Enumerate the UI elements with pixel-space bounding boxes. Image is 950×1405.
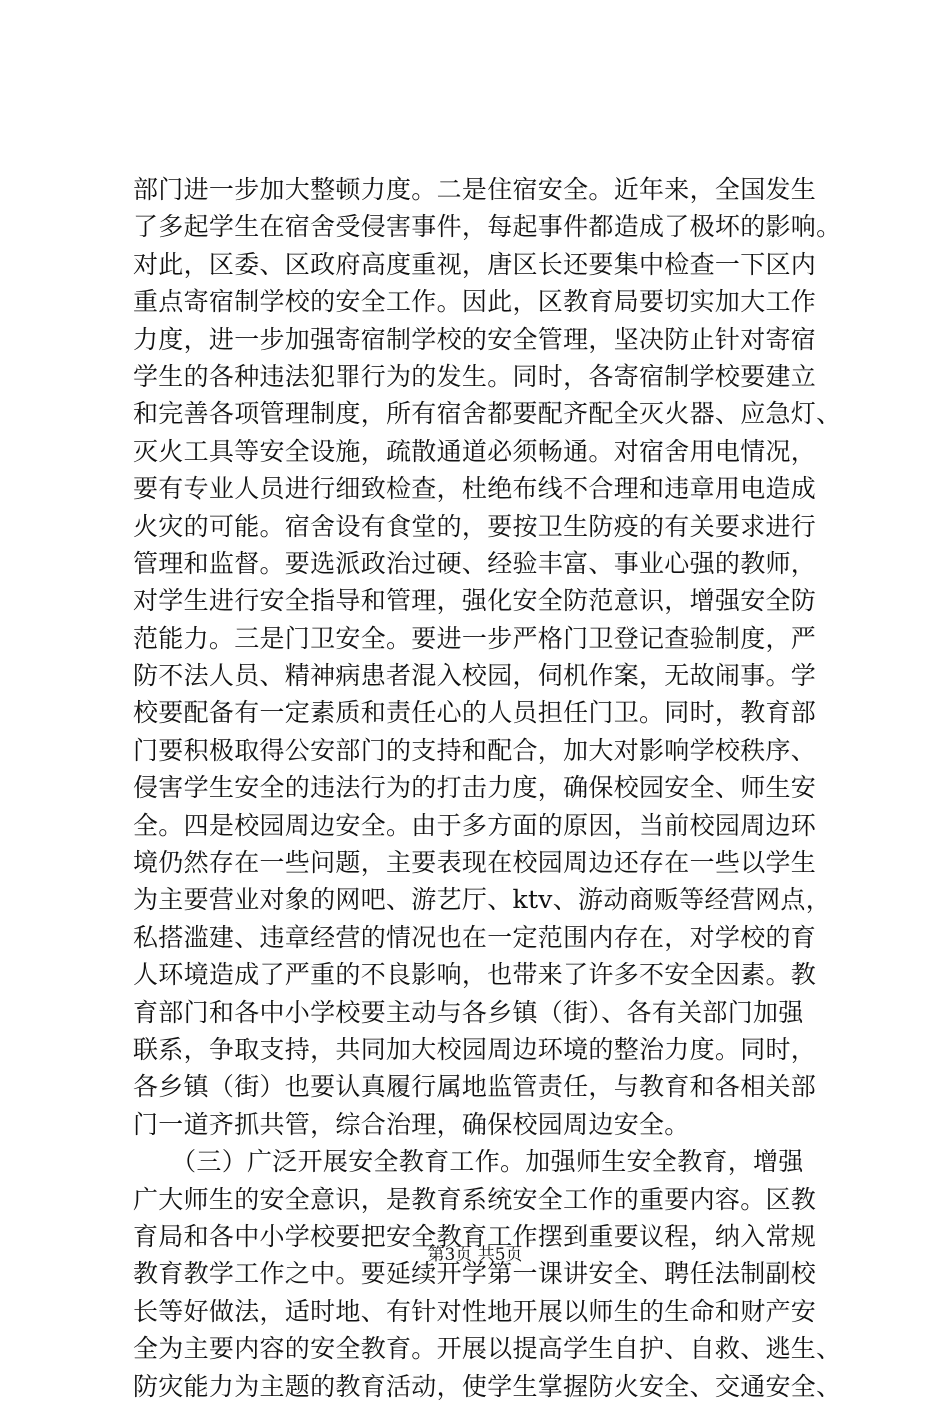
text-line: 校要配备有一定素质和责任心的人员担任门卫。同时，教育部 [133,698,817,728]
text-line: 全为主要内容的安全教育。开展以提高学生自护、自救、逃生、 [133,1334,842,1364]
text-line: 对此，区委、区政府高度重视，唐区长还要集中检查一下区内 [133,249,817,279]
text-line: 学生的各种违法犯罪行为的发生。同时，各寄宿制学校要建立 [133,361,817,391]
text-line: 侵害学生安全的违法行为的打击力度，确保校园安全、师生安 [133,773,817,803]
text-line: 各乡镇（街）也要认真履行属地监管责任，与教育和各相关部 [133,1072,817,1102]
text-line: 防不法人员、精神病患者混入校园，伺机作案，无故闹事。学 [133,661,817,691]
text-line: 私搭滥建、违章经营的情况也在一定范围内存在，对学校的育 [133,922,817,952]
text-line: 门一道齐抓共管，综合治理，确保校园周边安全。 [133,1109,690,1139]
body-text [133,171,853,1405]
text-line: （三）广泛开展安全教育工作。加强师生安全教育，增强 [133,1147,804,1177]
text-line: 灭火工具等安全设施，疏散通道必须畅通。对宿舍用电情况， [133,436,817,466]
text-line: 育部门和各中小学校要主动与各乡镇（街）、各有关部门加强 [133,997,804,1027]
text-line: 长等好做法，适时地、有针对性地开展以师生的生命和财产安 [133,1296,817,1326]
text-line: 了多起学生在宿舍受侵害事件，每起事件都造成了极坏的影响。 [133,212,842,242]
text-line: 广大师生的安全意识，是教育系统安全工作的重要内容。区教 [133,1184,817,1214]
text-line: 部门进一步加大整顿力度。二是住宿安全。近年来，全国发生 [133,175,817,204]
text-line: 重点寄宿制学校的安全工作。因此，区教育局要切实加大工作 [133,287,817,317]
text-line: 为主要营业对象的网吧、游艺厅、ktv、游动商贩等经营网点， [133,885,832,915]
text-line: 联系，争取支持，共同加大校园周边环境的整治力度。同时， [133,1034,817,1064]
text-line: 范能力。三是门卫安全。要进一步严格门卫登记查验制度，严 [133,623,817,653]
text-line: 育局和各中小学校要把安全教育工作摆到重要议程，纳入常规 [133,1221,817,1251]
text-line: 门要积极取得公安部门的支持和配合，加大对影响学校秩序、 [133,735,817,765]
text-line: 教育教学工作之中。要延续开学第一课讲安全、聘任法制副校 [133,1259,817,1289]
text-line: 全。四是校园周边安全。由于多方面的原因，当前校园周边环 [133,810,817,840]
text-line: 要有专业人员进行细致检查，杜绝布线不合理和违章用电造成 [133,474,817,504]
text-line: 和完善各项管理制度，所有宿舍都要配齐配全灭火器、应急灯、 [133,399,842,429]
page-footer: 第3页 共5页 [427,1245,523,1265]
text-line: 境仍然存在一些问题，主要表现在校园周边还存在一些以学生 [133,848,817,878]
text-line: 火灾的可能。宿舍设有食堂的，要按卫生防疫的有关要求进行 [133,511,817,541]
text-line: 力度，进一步加强寄宿制学校的安全管理，坚决防止针对寄宿 [133,324,817,354]
text-line: 人环境造成了严重的不良影响，也带来了许多不安全因素。教 [133,960,817,990]
text-line: 对学生进行安全指导和管理，强化安全防范意识，增强安全防 [133,586,817,616]
text-line: 管理和监督。要选派政治过硬、经验丰富、事业心强的教师， [133,548,817,578]
text-line: 防灾能力为主题的教育活动，使学生掌握防火安全、交通安全、 [133,1371,842,1401]
